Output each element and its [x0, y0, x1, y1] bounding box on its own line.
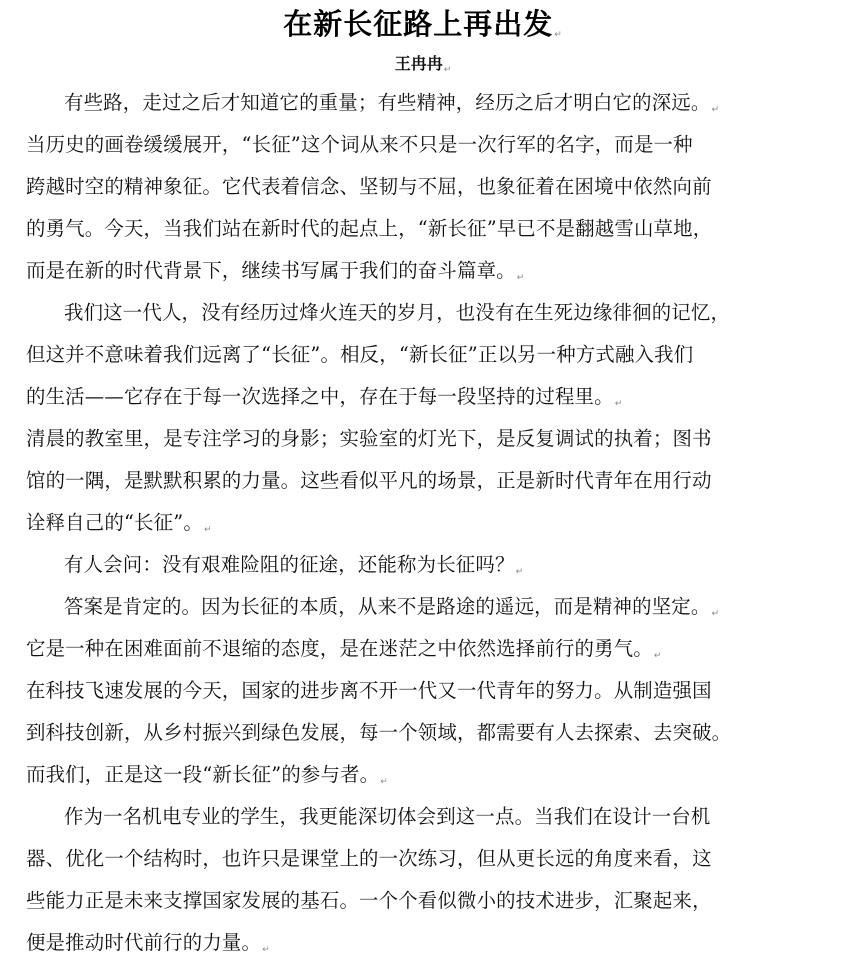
text-line — [26, 670, 786, 712]
paragraph[interactable] — [26, 124, 786, 292]
text-line — [26, 628, 786, 670]
line-text: 便是推动时代前行的力量。 — [26, 931, 262, 954]
text-line — [26, 586, 786, 628]
line-text: 有人会问：没有艰难险阻的征途，还能称为长征吗？ — [64, 553, 515, 576]
author-name — [0, 52, 846, 82]
paragraph[interactable] — [26, 670, 786, 796]
text-line — [26, 82, 786, 124]
line-text: 的勇气。今天，当我们站在新时代的起点上，“新长征”早已不是翻越雪山草地， — [26, 217, 713, 240]
line-text: 清晨的教室里，是专注学习的身影；实验室的灯光下，是反复调试的执着；图书 — [26, 427, 712, 450]
text-line — [26, 124, 786, 166]
text-line — [26, 754, 786, 796]
text-line — [26, 502, 786, 544]
paragraph[interactable] — [26, 82, 786, 124]
text-line — [26, 250, 786, 292]
paragraph-mark-icon: ↵ — [203, 525, 212, 535]
line-text: 答案是肯定的。因为长征的本质，从来不是路途的遥远，而是精神的坚定。 — [64, 595, 711, 618]
line-text: 当历史的画卷缓缓展开，“长征”这个词从来不只是一次行军的名字，而是一种 — [26, 133, 693, 156]
line-text: 我们这一代人，没有经历过烽火连天的岁月，也没有在生死边缘徘徊的记忆， — [64, 301, 731, 324]
author-text: 王冉冉 — [394, 54, 443, 73]
paragraph-mark-icon: ↵ — [515, 567, 524, 577]
line-text: 作为一名机电专业的学生，我更能深切体会到这一点。当我们在设计一台机 — [64, 805, 711, 828]
paragraph-mark-icon: ↵ — [554, 30, 563, 40]
text-line — [26, 544, 786, 586]
paragraph-mark-icon: ↵ — [262, 945, 270, 955]
paragraph[interactable] — [26, 292, 786, 418]
paragraph-mark-icon: ↵ — [653, 651, 662, 661]
paragraph[interactable] — [26, 544, 786, 586]
paragraph[interactable] — [26, 586, 786, 628]
text-line — [26, 334, 786, 376]
line-text: 些能力正是未来支撑国家发展的基石。一个个看似微小的技术进步，汇聚起来， — [26, 889, 712, 912]
text-line — [26, 292, 786, 334]
paragraph[interactable] — [26, 628, 786, 670]
line-text: 的生活——它存在于每一次选择之中，存在于每一段坚持的过程里。 — [26, 385, 614, 408]
paragraph-mark-icon: ↵ — [711, 609, 720, 619]
line-text: 而我们，正是这一段“新长征”的参与者。 — [26, 763, 380, 786]
line-text: 而是在新的时代背景下，继续书写属于我们的奋斗篇章。 — [26, 259, 516, 282]
line-text: 有些路，走过之后才知道它的重量；有些精神，经历之后才明白它的深远。 — [64, 91, 711, 114]
text-line — [26, 796, 786, 838]
paragraph-mark-icon: ↵ — [380, 777, 389, 787]
line-text: 到科技创新，从乡村振兴到绿色发展，每一个领域，都需要有人去探索、去突破。 — [26, 721, 732, 744]
text-line — [26, 712, 786, 754]
text-line — [26, 880, 786, 922]
paragraph-mark-icon: ↵ — [443, 65, 452, 75]
line-text: 在科技飞速发展的今天，国家的进步离不开一代又一代青年的努力。从制造强国 — [26, 679, 712, 702]
line-text: 跨越时空的精神象征。它代表着信念、坚韧与不屈，也象征着在困境中依然向前 — [26, 175, 712, 198]
document-body[interactable] — [26, 82, 786, 964]
paragraph-mark-icon: ↵ — [516, 273, 525, 283]
document-title — [0, 4, 846, 55]
text-line — [26, 460, 786, 502]
text-line — [26, 208, 786, 250]
paragraph-mark-icon: ↵ — [614, 399, 623, 409]
paragraph-mark-icon: ↵ — [711, 105, 720, 115]
text-line — [26, 922, 786, 964]
line-text: 馆的一隅，是默默积累的力量。这些看似平凡的场景，正是新时代青年在用行动 — [26, 469, 712, 492]
text-line — [26, 838, 786, 880]
line-text: 器、优化一个结构时，也许只是课堂上的一次练习，但从更长远的角度来看，这 — [26, 847, 712, 870]
text-line — [26, 418, 786, 460]
paragraph[interactable] — [26, 796, 786, 964]
text-line — [26, 166, 786, 208]
paragraph[interactable] — [26, 418, 786, 544]
line-text: 诠释自己的“长征”。 — [26, 511, 203, 534]
line-text: 它是一种在困难面前不退缩的态度，是在迷茫之中依然选择前行的勇气。 — [26, 637, 653, 660]
text-line — [26, 376, 786, 418]
line-text: 但这并不意味着我们远离了“长征”。相反，“新长征”正以另一种方式融入我们 — [26, 343, 694, 366]
title-text: 在新长征路上再出发 — [283, 7, 554, 41]
